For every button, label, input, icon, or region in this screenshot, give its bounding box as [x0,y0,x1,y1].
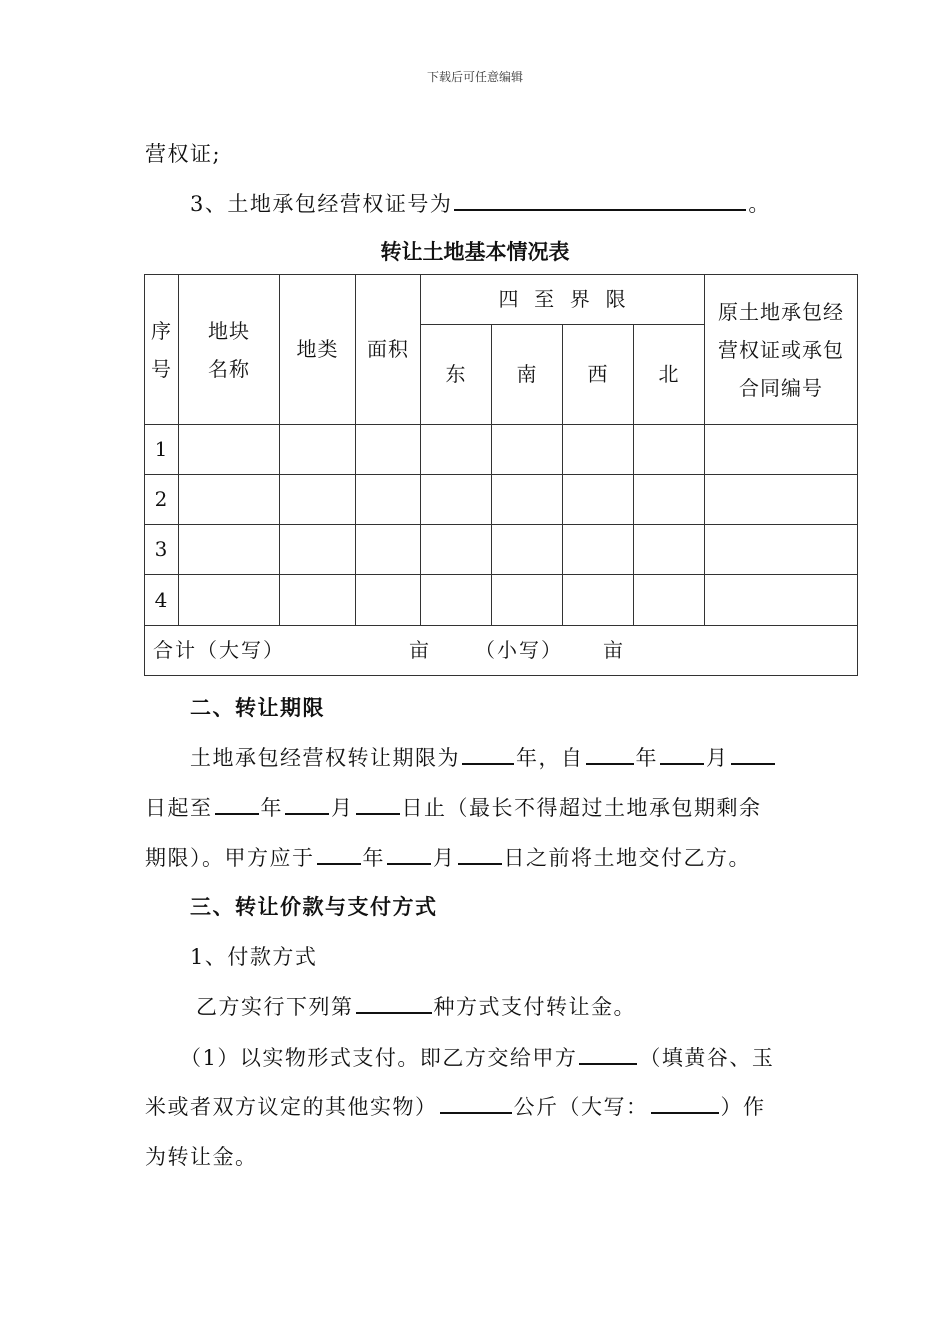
text-span: 乙方实行下列第 [196,995,354,1019]
text-span: 土地承包经营权转让期限为 [190,746,460,770]
total-unit-2: 亩 [603,638,625,662]
text-span: 月 [433,846,456,870]
table-cell[interactable] [280,425,356,475]
payment-method-subheading: 1、付款方式 [190,945,318,969]
end-year-blank[interactable] [215,795,259,815]
section3-line-1 [196,991,636,1021]
header-plot-name: 地块 名称 [179,275,280,425]
table-row [145,575,858,626]
table-cell[interactable] [356,475,421,525]
total-row [145,626,858,676]
method-number-blank[interactable] [356,994,432,1014]
section2-line-2 [145,792,762,822]
text-span: 米或者双方议定的其他实物） [145,1095,438,1119]
header-cert-number: 原土地承包经 营权证或承包 合同编号 [705,275,858,425]
period-mark: 。 [748,192,771,216]
header-north: 北 [634,325,705,425]
row-seq: 1 [145,425,179,475]
section3-line-4: 为转让金。 [145,1145,258,1169]
table-cell[interactable] [705,525,858,575]
table-cell[interactable] [179,525,280,575]
table-cell[interactable] [705,575,858,626]
header-boundaries: 四 至 界 限 [421,275,705,325]
row-seq: 4 [145,575,179,626]
table-cell[interactable] [563,575,634,626]
header-area: 面积 [356,275,421,425]
cert-number-label: 3、土地承包经营权证号为 [190,192,453,216]
land-info-table [144,274,858,676]
table-cell[interactable] [179,475,280,525]
header-east: 东 [421,325,492,425]
start-year-blank[interactable] [586,745,634,765]
start-day-blank[interactable] [731,745,775,765]
text-span: 年 [362,846,385,870]
term-years-blank[interactable] [462,745,514,765]
row-seq: 3 [145,525,179,575]
text-span: 年，自 [516,746,584,770]
text-span: 公斤（大写： [513,1095,649,1119]
table-cell[interactable] [634,425,705,475]
section2-heading: 二、转让期限 [190,696,325,720]
table-cell[interactable] [492,575,563,626]
header-seq: 序 号 [145,275,179,425]
section2-line-3 [145,842,751,872]
total-small-label: （小写） [475,638,563,662]
table-cell[interactable] [421,575,492,626]
table-cell[interactable] [634,475,705,525]
text-span: （填黄谷、玉 [639,1046,775,1070]
table-cell[interactable] [179,425,280,475]
table-row [145,525,858,575]
table-cell[interactable] [563,475,634,525]
table-cell[interactable] [492,525,563,575]
text-span: （1）以实物形式支付。即乙方交给甲方 [180,1046,578,1070]
section3-heading: 三、转让价款与支付方式 [190,895,438,919]
table-cell[interactable] [356,525,421,575]
section3-line-3 [145,1091,766,1121]
text-span: 年 [635,746,658,770]
table-cell[interactable] [705,475,858,525]
text-span: 日止（最长不得超过土地承包期剩余 [401,796,762,820]
end-month-blank[interactable] [285,795,329,815]
in-kind-item-blank[interactable] [579,1045,637,1065]
intro-line-1: 营权证; [145,142,222,166]
total-unit-1: 亩 [409,638,431,662]
table-cell[interactable] [421,525,492,575]
section3-line-2 [180,1042,774,1072]
header-south: 南 [492,325,563,425]
delivery-month-blank[interactable] [387,845,431,865]
page-header: 下载后可任意编辑 [426,70,523,84]
start-month-blank[interactable] [660,745,704,765]
delivery-day-blank[interactable] [458,845,502,865]
text-span: 日之前将土地交付乙方。 [503,846,751,870]
table-cell[interactable] [634,525,705,575]
table-cell[interactable] [280,475,356,525]
table-cell[interactable] [280,525,356,575]
header-west: 西 [563,325,634,425]
table-cell[interactable] [421,425,492,475]
table-cell[interactable] [356,575,421,626]
table-cell[interactable] [563,425,634,475]
table-row [145,475,858,525]
kg-amount-uppercase-blank[interactable] [651,1094,719,1114]
table-title: 转让土地基本情况表 [380,240,570,264]
total-label: 合计（大写） [153,638,285,662]
table-cell[interactable] [356,425,421,475]
table-cell[interactable] [563,525,634,575]
kg-amount-blank[interactable] [440,1094,512,1114]
cert-number-blank[interactable] [454,191,746,211]
table-cell[interactable] [421,475,492,525]
table-row [145,425,858,475]
table-cell[interactable] [280,575,356,626]
header-land-type: 地类 [280,275,356,425]
section2-line-1 [190,742,777,772]
text-span: 年 [260,796,283,820]
text-span: 月 [706,746,729,770]
text-span: 种方式支付转让金。 [433,995,636,1019]
total-cell [145,626,858,676]
table-cell[interactable] [705,425,858,475]
table-cell[interactable] [492,475,563,525]
end-day-blank[interactable] [356,795,400,815]
table-cell[interactable] [492,425,563,475]
text-span: 日起至 [145,796,213,820]
table-cell[interactable] [179,575,280,626]
intro-line-2 [190,188,771,218]
table-cell[interactable] [634,575,705,626]
text-span: 期限）。甲方应于 [145,846,315,870]
text-span: ）作 [720,1095,766,1119]
row-seq: 2 [145,475,179,525]
text-span: 月 [331,796,354,820]
delivery-year-blank[interactable] [317,845,361,865]
